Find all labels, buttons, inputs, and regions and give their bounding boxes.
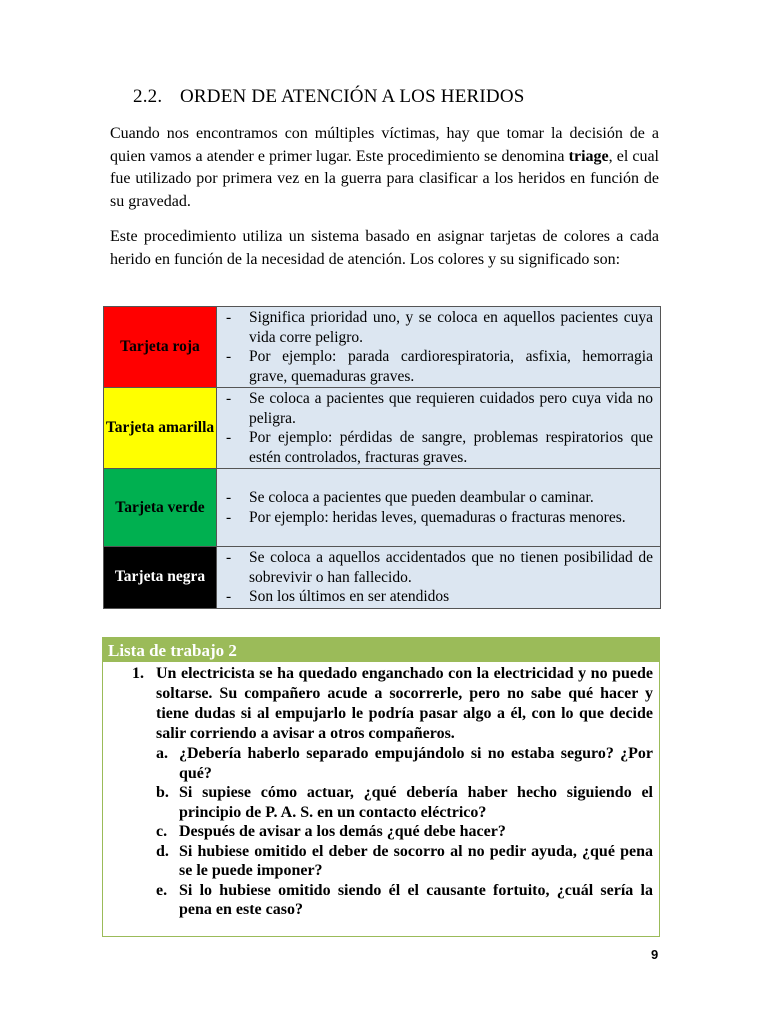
page-number: 9: [651, 947, 659, 962]
bullet-text: Por ejemplo: pérdidas de sangre, problemas respiratorios que estén controlados, fracturas graves.: [249, 429, 653, 466]
intro-text-end: , el cual fue utilizado por primera vez en la guerra para clasificar a los heridos en función de su gravedad.: [110, 147, 660, 210]
card-bullet: [223, 508, 653, 528]
question-text: Un electricista se ha quedado enganchado con la electricidad y no puede soltarse. Su compañero acude a socorrerle, pero no sabe qué hacer y tiene dudas si al empujarlo le podría pasar algo a él, con lo que decide salir corriendo a avisar a otros compañeros.: [156, 665, 653, 742]
subquestion-text: Si hubiese omitido el deber de socorro al no pedir ayuda, ¿qué pena se le puede imponer?: [179, 842, 653, 879]
card-bullet: [223, 548, 653, 587]
subquestion-c: [103, 822, 659, 842]
subquestion-text: Si lo hubiese omitido siendo él el causante fortuito, ¿cuál sería la pena en este caso?: [179, 881, 653, 918]
section-heading: [133, 86, 525, 108]
card-bullet: [223, 428, 653, 467]
card-row-verde: [104, 469, 661, 547]
subquestion-letter: e.: [156, 881, 168, 899]
bullet-dash: -: [226, 508, 232, 526]
bullet-text: Se coloca a pacientes que pueden deambular o caminar.: [249, 489, 594, 506]
card-desc-negra: [217, 547, 661, 609]
intro-paragraph-2: Este procedimiento utiliza un sistema basado en asignar tarjetas de colores a cada herido en función de la necesidad de atención. Los colores y su significado son:: [110, 228, 659, 268]
card-bullet: [223, 347, 653, 386]
card-desc-amarilla: [217, 388, 661, 469]
subquestion-letter: c.: [156, 823, 168, 840]
bullet-dash: -: [226, 549, 232, 566]
card-desc-roja: [217, 307, 661, 388]
section-number: 2.2.: [133, 86, 163, 107]
intro-paragraph-1: [110, 123, 659, 213]
worklist-header: Lista de trabajo 2: [103, 638, 659, 662]
question-number: 1.: [132, 665, 144, 682]
card-label-roja: Tarjeta roja: [104, 307, 217, 388]
bullet-text: Por ejemplo: parada cardiorespiratoria, asfixia, hemorragia grave, quemaduras graves.: [249, 348, 653, 385]
bullet-dash: -: [226, 429, 232, 446]
card-bullet: [223, 308, 653, 347]
worklist-question: [103, 662, 659, 744]
triage-term: triage: [568, 147, 609, 165]
subquestion-letter: d.: [156, 842, 169, 860]
card-desc-verde: [217, 469, 661, 547]
bullet-text: Se coloca a pacientes que requieren cuidados pero cuya vida no peligra.: [249, 390, 653, 427]
bullet-dash: -: [226, 588, 232, 605]
card-row-negra: [104, 547, 661, 609]
bullet-dash: -: [226, 309, 232, 326]
subquestion-text: ¿Debería haberlo separado empujándolo si no estaba seguro? ¿Por qué?: [179, 745, 653, 782]
subquestion-a: [103, 744, 659, 783]
subquestion-e: [103, 881, 659, 920]
section-title: ORDEN DE ATENCIÓN A LOS HERIDOS: [180, 86, 525, 107]
card-row-roja: [104, 307, 661, 388]
card-bullet: [223, 488, 653, 508]
intro-text-start: Cuando nos encontramos con múltiples víctimas, hay que tomar la decisión de a quien vamos a atender e primer lugar. Este procedimiento se denomina: [110, 125, 659, 165]
bullet-dash: -: [226, 390, 232, 407]
bullet-dash: -: [226, 348, 232, 365]
card-label-verde: Tarjeta verde: [104, 469, 217, 547]
subquestion-text: Si supiese cómo actuar, ¿qué debería haber hecho siguiendo el principio de P. A. S. en un contacto eléctrico?: [179, 784, 653, 821]
subquestion-b: [103, 783, 659, 822]
bullet-text: Se coloca a aquellos accidentados que no tienen posibilidad de sobrevivir o han fallecido.: [249, 549, 653, 586]
bullet-text: Por ejemplo: heridas leves, quemaduras o fracturas menores.: [249, 508, 626, 526]
triage-cards-table: [103, 306, 661, 609]
subquestion-letter: b.: [156, 784, 169, 801]
card-bullet: [223, 389, 653, 428]
bullet-dash: -: [226, 489, 232, 506]
bullet-text: Son los últimos en ser atendidos: [249, 588, 450, 605]
subquestion-letter: a.: [156, 745, 168, 762]
card-label-amarilla: Tarjeta amarilla: [104, 388, 217, 469]
card-row-amarilla: [104, 388, 661, 469]
worklist-box: [102, 637, 660, 937]
subquestion-d: [103, 842, 659, 881]
card-label-negra: Tarjeta negra: [104, 547, 217, 609]
subquestion-text: Después de avisar a los demás ¿qué debe hacer?: [179, 823, 506, 840]
card-bullet: [223, 587, 653, 607]
bullet-text: Significa prioridad uno, y se coloca en aquellos pacientes cuya vida corre peligro.: [249, 309, 653, 346]
